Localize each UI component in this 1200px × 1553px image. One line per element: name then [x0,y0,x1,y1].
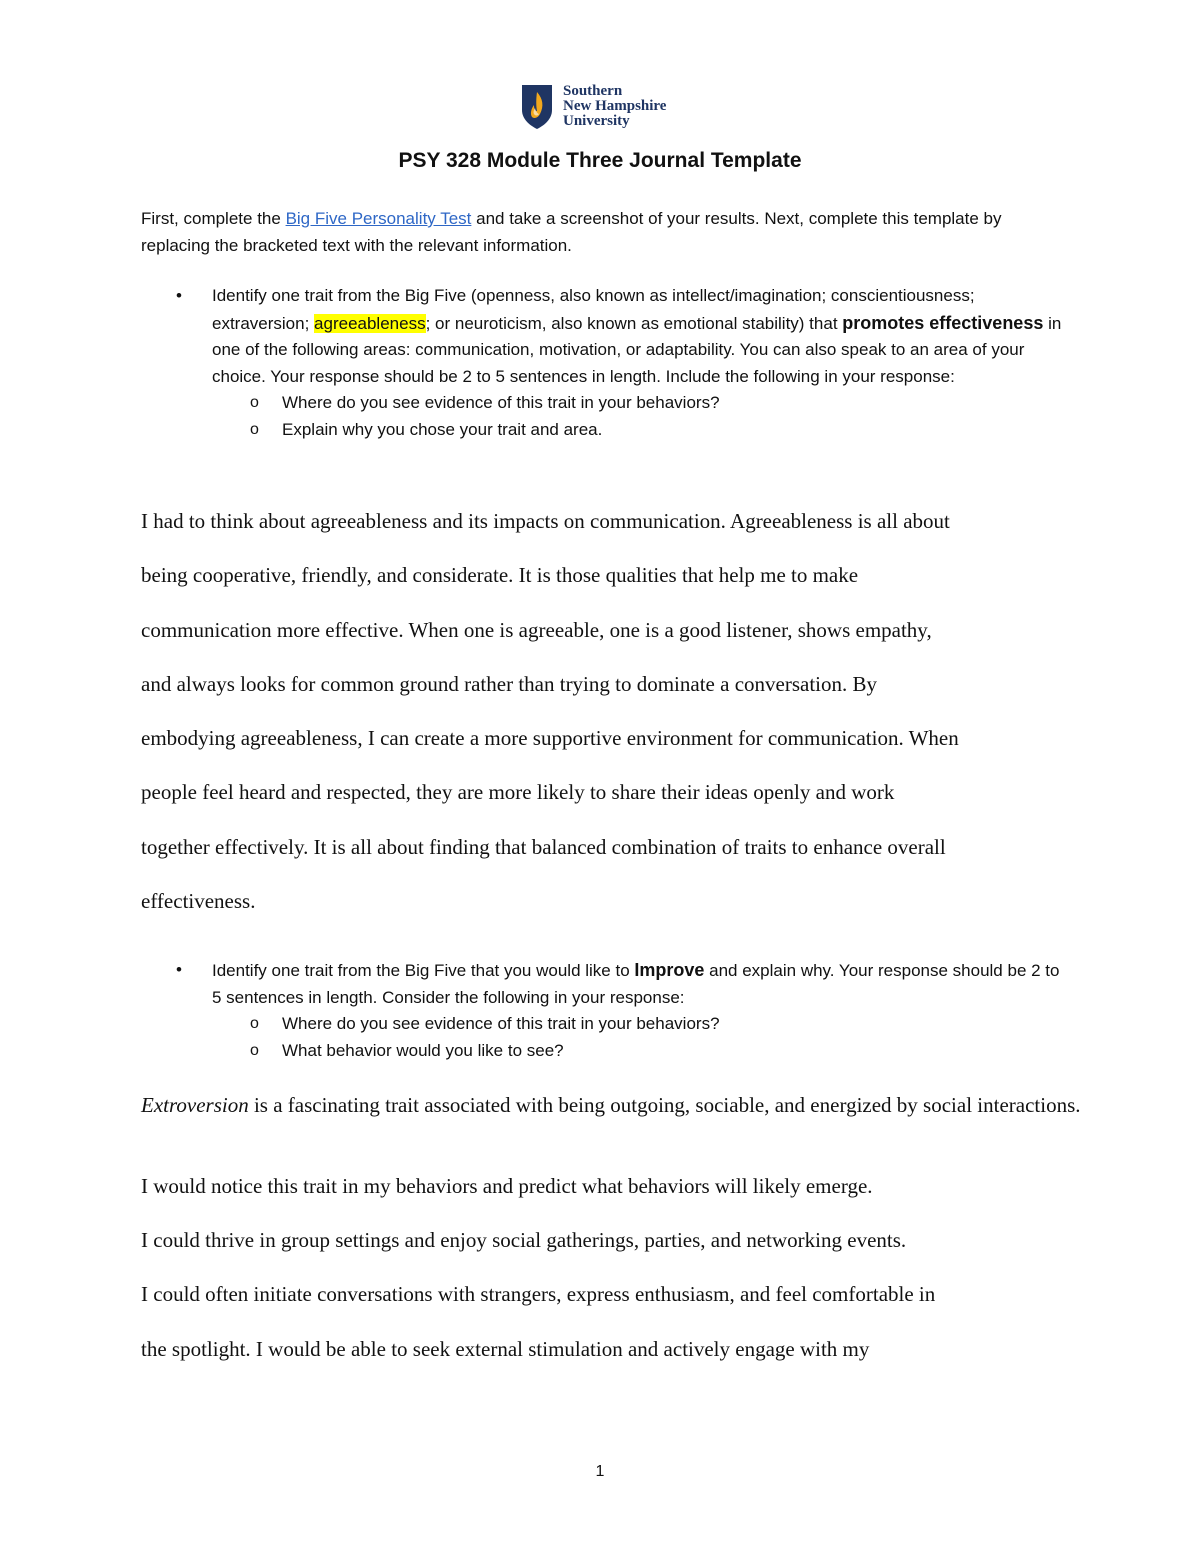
answer-2-line-3: I could thrive in group settings and enjoy social gatherings, parties, and networking events. [141,1228,907,1252]
bullet-1-part2: ; or neuroticism, also known as emotional stability) that [425,313,843,333]
bullet-2-sub-1 [141,1011,1071,1038]
snhu-shield-icon [521,84,553,130]
bullet-1-sub-2-text: Explain why you chose your trait and area. [282,419,603,439]
answer-1-line: people feel heard and respected, they are more likely to share their ideas openly and work [141,780,895,805]
answer-1-line: embodying agreeableness, I can create a more supportive environment for communication. When [141,726,959,751]
logo-line-2: New Hampshire [563,98,667,114]
bullet-1-part3: in one of the following areas: communication, motivation, or adaptability. You can also speak to an area of your choice. Your response should be 2 to 5 sentences in length. Include the following in your response: [212,313,1062,386]
snhu-logo [521,84,666,130]
intro-before-link: First, complete the [141,209,286,228]
bullet-1-bold: promotes effectiveness [842,312,1044,333]
bullet-2-part1: Identify one trait from the Big Five that you would like to [212,961,635,980]
answer-2-line-4a: I could often initiate conversations with strangers, express enthusiasm, and feel comfortable in [141,1282,936,1306]
answer-1-line: communication more effective. When one is agreeable, one is a good listener, shows empathy, [141,617,932,642]
bullet-1-sub-2 [141,417,1071,444]
bullet-2-bold: Improve [634,960,705,980]
intro-after-link: and take a screenshot of your results. Next, complete this template by replacing the bracketed text with the relevant information. [141,209,1002,255]
bullet-1-part1: Identify one trait from the Big Five (openness, also known as intellect/imagination; conscientiousness; extraversion; [212,286,975,333]
intro-paragraph [141,205,1071,259]
bullet-2-sub-2 [141,1038,1071,1065]
answer-2-first-paragraph [141,1092,1081,1118]
document-title: PSY 328 Module Three Journal Template [398,149,802,172]
bullet-1-sub-1 [141,390,1071,417]
answer-1-line: I had to think about agreeableness and its impacts on communication. Agreeableness is all about [141,509,950,533]
sub-marker: o [250,394,259,411]
bullet-2-sub-1-text: Where do you see evidence of this trait in your behaviors? [282,1014,720,1033]
answer-1-line: effectiveness. [141,889,256,914]
bullet-2-sub-2-text: What behavior would you like to see? [282,1040,564,1060]
sub-marker: o [250,1015,259,1032]
answer-1-line: being cooperative, friendly, and considerate. It is those qualities that help me to make [141,563,859,588]
big-five-test-link[interactable]: Big Five Personality Test [285,209,472,228]
answer-2-line-4b: the spotlight. I would be able to seek external stimulation and actively engage with my [141,1337,870,1361]
answer-1-line: and always looks for common ground rather than trying to dominate a conversation. By [141,671,877,696]
logo-line-1: Southern [563,83,623,99]
prompt-bullet-1 [141,283,1071,443]
bullet-2-part2: and explain why. Your response should be 2 to 5 sentences in length. Consider the following in your response: [212,961,1060,1007]
answer-2-line-2: I would notice this trait in my behaviors and predict what behaviors will likely emerge. [141,1174,873,1198]
prompt-bullet-2 [141,957,1071,1064]
answer-1-line: together effectively. It is all about finding that balanced combination of traits to enhance overall [141,834,946,859]
answer-2-italic: Extroversion [141,1093,249,1117]
page-number: 1 [595,1463,605,1480]
answer-1-paragraph [141,494,1081,928]
logo-line-3: University [563,113,630,129]
sub-marker: o [250,420,259,438]
bullet-2-marker: • [176,960,182,979]
answer-2-rest: is a fascinating trait associated with being outgoing, sociable, and energized by social interactions. [248,1093,1081,1117]
highlighted-agreeableness: agreeableness [314,313,426,333]
bullet-1-marker: • [176,286,182,305]
bullet-1-sub-1-text: Where do you see evidence of this trait in your behaviors? [282,393,720,412]
snhu-wordmark [563,84,666,129]
sub-marker: o [250,1041,259,1059]
bullet-1-text [141,283,1071,390]
bullet-2-text [141,957,1071,1011]
